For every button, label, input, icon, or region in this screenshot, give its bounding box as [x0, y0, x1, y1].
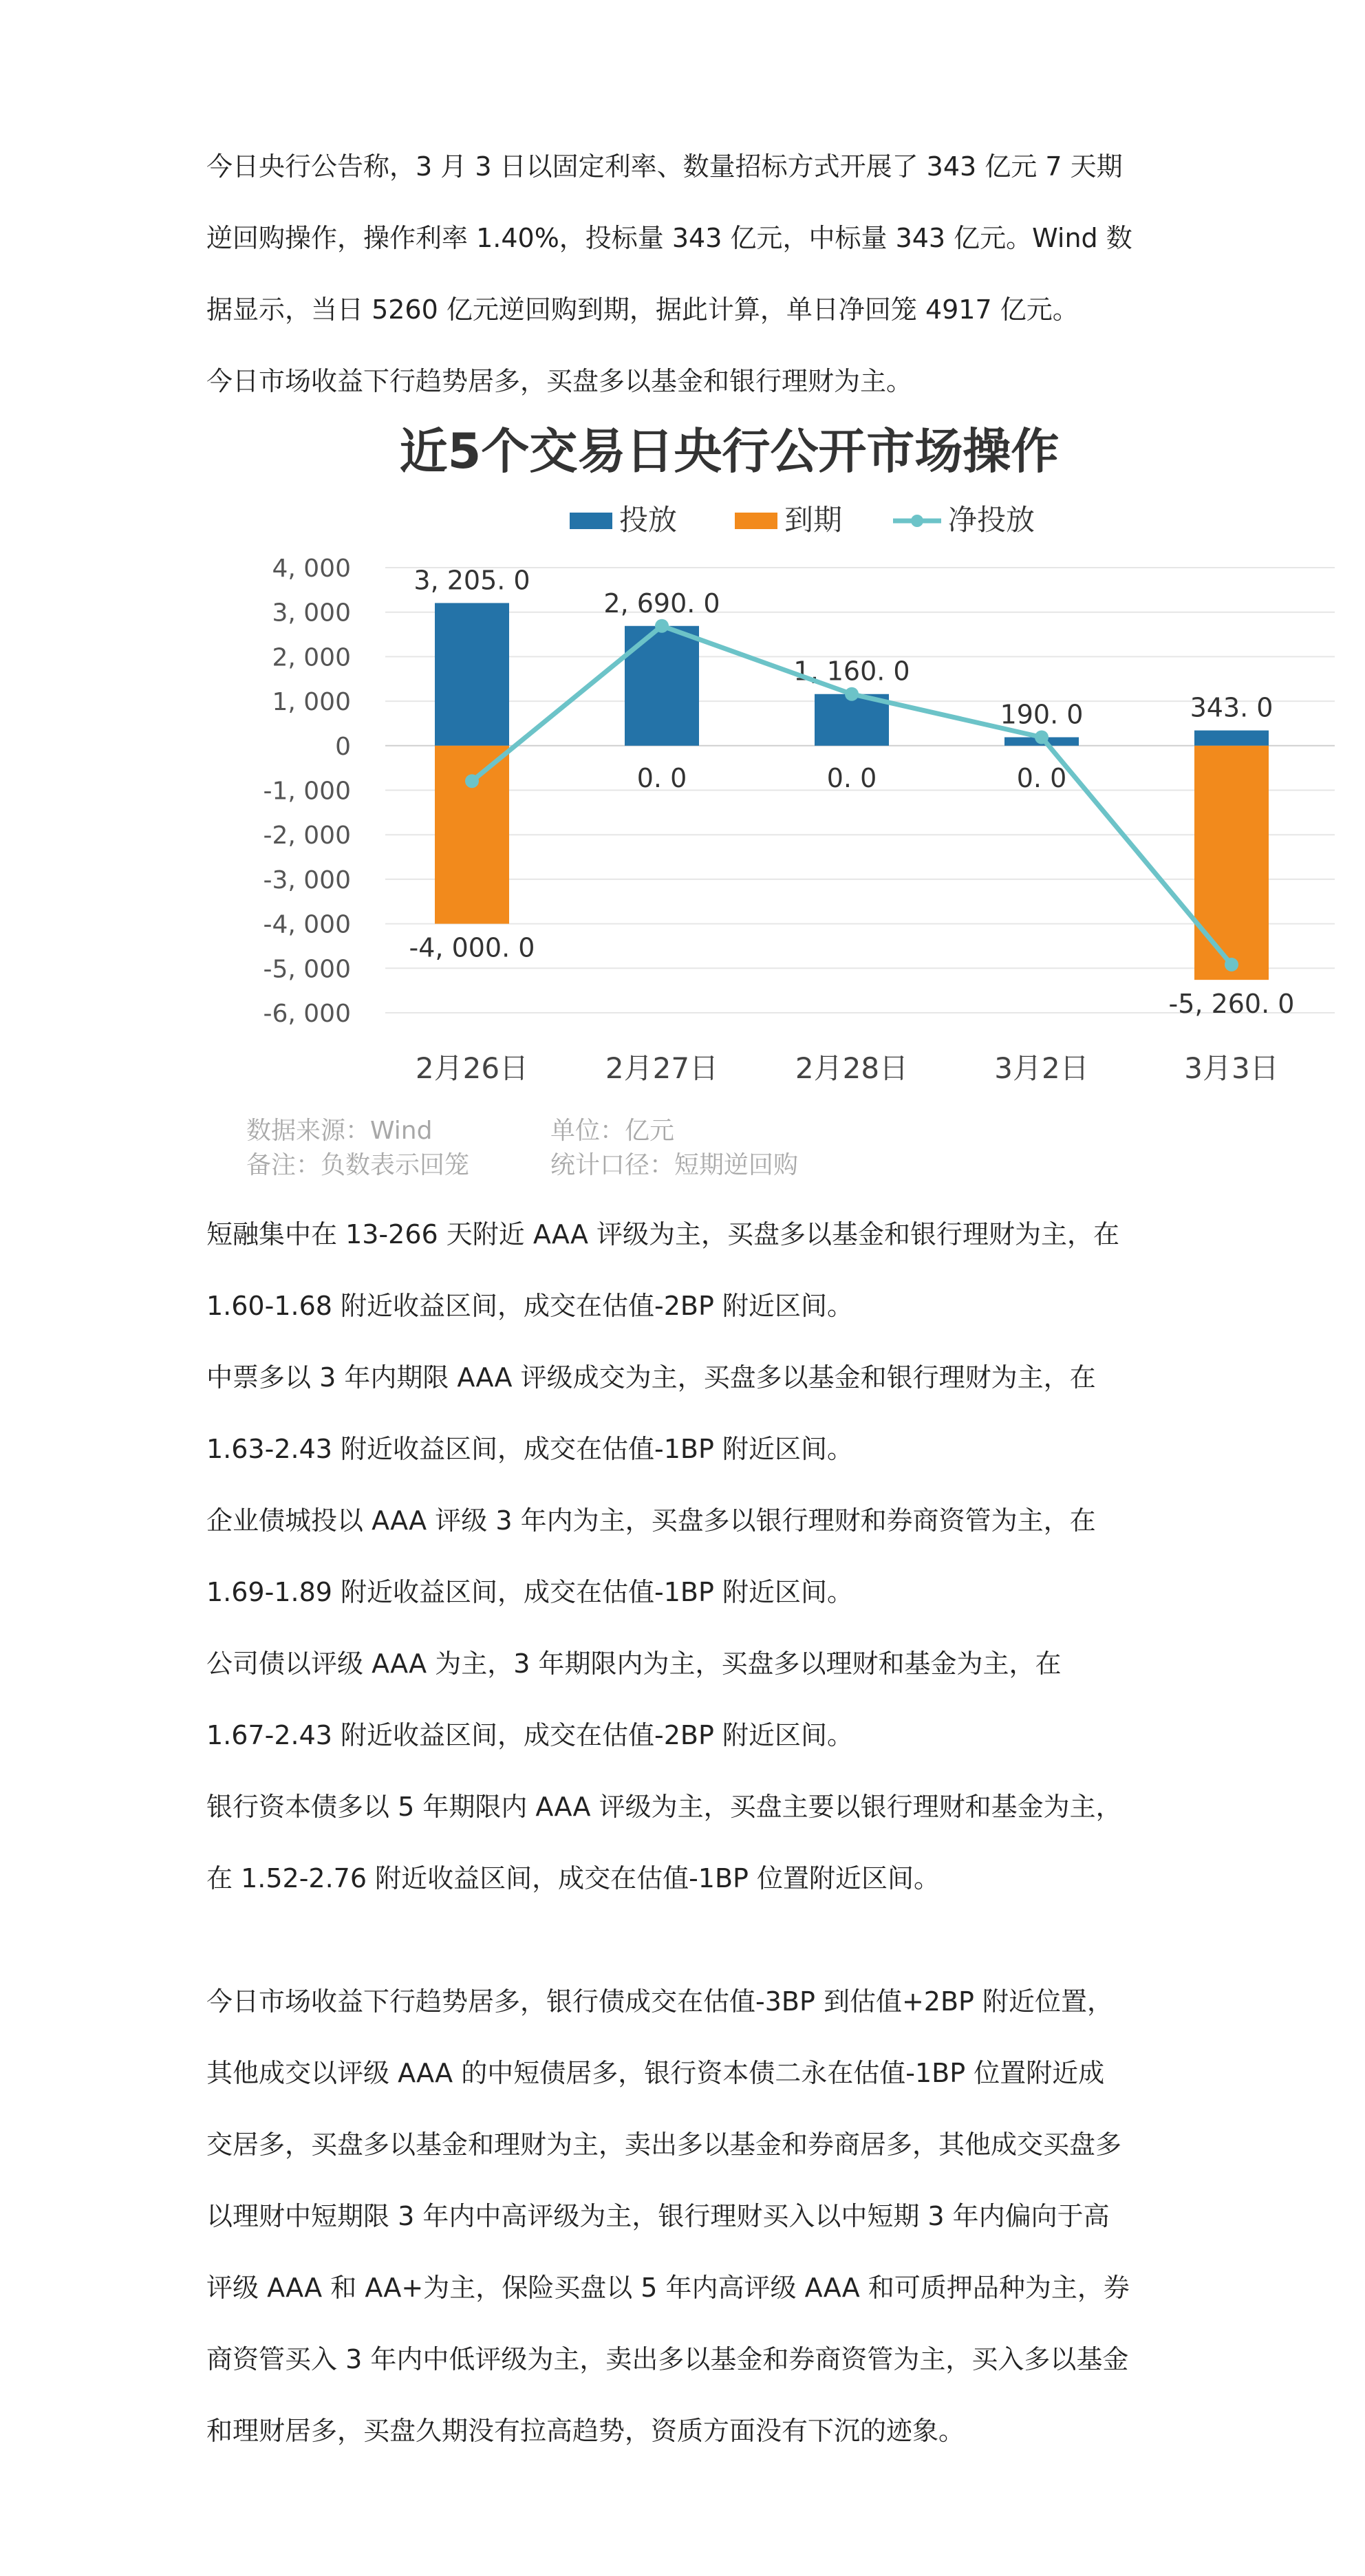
net-point: [655, 619, 669, 633]
bar-label-maturity: 0. 0: [826, 762, 877, 793]
legend-swatch-investment: [570, 513, 612, 529]
legend-label-investment: 投放: [619, 503, 678, 537]
bar-label-investment: 190. 0: [1000, 699, 1084, 730]
note-unit: 单位：亿元: [550, 1117, 675, 1145]
x-tick-label: 2月28日: [795, 1051, 909, 1085]
bottom-line: 其他成交以评级 AAA 的中短债居多，银行资本债二永在估值-1BP 位置附近成: [206, 2058, 1105, 2088]
mid-line: 银行资本债多以 5 年期限内 AAA 评级为主，买盘主要以银行理财和基金为主，: [206, 1792, 1122, 1822]
legend-label-net: 净投放: [948, 503, 1035, 537]
intro-paragraphs: [206, 131, 1176, 417]
note-source: 数据来源：Wind: [246, 1117, 433, 1145]
note-scope: 统计口径：短期逆回购: [550, 1151, 799, 1179]
x-axis: [416, 1051, 1279, 1085]
bar-investment: [1194, 731, 1269, 746]
omo-chart: [206, 409, 1348, 1190]
bar-label-investment: 1, 160. 0: [793, 656, 910, 687]
mid-line: 1.69-1.89 附近收益区间，成交在估值-1BP 附近区间。: [206, 1577, 853, 1607]
note-remark: 备注：负数表示回笼: [246, 1151, 470, 1179]
mid-line: 在 1.52-2.76 附近收益区间，成交在估值-1BP 位置附近区间。: [206, 1863, 941, 1893]
chart-notes: [246, 1117, 798, 1179]
chart-svg: [206, 409, 1348, 1190]
y-tick-label: 0: [335, 732, 351, 761]
mid-line: 公司债以评级 AAA 为主，3 年期限内为主，买盘多以理财和基金为主，在: [206, 1649, 1062, 1679]
y-tick-label: -2, 000: [263, 822, 351, 850]
bar-investment: [435, 603, 509, 745]
bar-label-maturity: 0. 0: [636, 762, 687, 793]
y-tick-label: 4, 000: [272, 555, 351, 583]
mid-line: 中票多以 3 年内期限 AAA 评级成交为主，买盘多以基金和银行理财为主，在: [206, 1362, 1096, 1393]
bar-label-investment: 2, 690. 0: [603, 588, 720, 619]
mid-line: 短融集中在 13-266 天附近 AAA 评级为主，买盘多以基金和银行理财为主，在: [206, 1219, 1120, 1249]
bar-label-maturity: -5, 260. 0: [1168, 989, 1295, 1020]
bottom-line: 商资管买入 3 年内中低评级为主，卖出多以基金和券商资管为主，买入多以基金: [206, 2344, 1129, 2374]
y-tick-label: -1, 000: [263, 777, 351, 806]
mid-line: 1.63-2.43 附近收益区间，成交在估值-1BP 附近区间。: [206, 1434, 853, 1464]
y-tick-label: 1, 000: [272, 688, 351, 717]
x-tick-label: 3月3日: [1184, 1051, 1279, 1085]
bottom-line: 评级 AAA 和 AA+为主，保险买盘以 5 年内高评级 AAA 和可质押品种为主，券: [206, 2273, 1130, 2303]
intro-line: 据显示，当日 5260 亿元逆回购到期，据此计算，单日净回笼 4917 亿元。: [206, 294, 1079, 325]
net-point: [845, 687, 859, 701]
summary-paragraph: [206, 1966, 1176, 2467]
net-point: [1035, 731, 1049, 744]
mid-line: 1.67-2.43 附近收益区间，成交在估值-2BP 附近区间。: [206, 1720, 853, 1750]
x-tick-label: 3月2日: [994, 1051, 1089, 1085]
x-tick-label: 2月27日: [605, 1051, 719, 1085]
bar-label-investment: 3, 205. 0: [413, 565, 530, 596]
net-point: [1225, 958, 1238, 972]
bottom-line: 今日市场收益下行趋势居多，银行债成交在估值-3BP 到估值+2BP 附近位置，: [206, 1986, 1114, 2017]
bar-label-maturity: 0. 0: [1016, 762, 1067, 793]
bar-data-labels: [409, 565, 1295, 1019]
mid-line: 1.60-1.68 附近收益区间，成交在估值-2BP 附近区间。: [206, 1291, 853, 1321]
intro-line: 逆回购操作，操作利率 1.40%，投标量 343 亿元，中标量 343 亿元。Wind 数: [206, 223, 1132, 253]
y-tick-label: 3, 000: [272, 599, 351, 627]
net-point: [465, 774, 479, 788]
bar-label-investment: 343. 0: [1190, 692, 1273, 723]
y-tick-label: 2, 000: [272, 643, 351, 672]
bottom-line: 和理财居多，买盘久期没有拉高趋势，资质方面没有下沉的迹象。: [206, 2416, 965, 2446]
legend-marker-net: [911, 515, 923, 527]
bar-maturity: [1194, 746, 1269, 980]
y-tick-label: -4, 000: [263, 910, 351, 939]
legend-label-maturity: 到期: [784, 503, 843, 537]
bottom-line: 以理财中短期限 3 年内中高评级为主，银行理财买入以中短期 3 年内偏向于高: [206, 2201, 1110, 2231]
y-tick-label: -3, 000: [263, 866, 351, 894]
y-tick-label: -6, 000: [263, 1000, 351, 1028]
y-axis: [264, 555, 352, 1028]
bar-label-maturity: -4, 000. 0: [409, 932, 535, 963]
intro-line: 今日央行公告称，3 月 3 日以固定利率、数量招标方式开展了 343 亿元 7 天期: [206, 151, 1123, 182]
bond-market-paragraphs: [206, 1199, 1176, 1914]
mid-line: 企业债城投以 AAA 评级 3 年内为主，买盘多以银行理财和券商资管为主，在: [206, 1505, 1096, 1536]
intro-line: 今日市场收益下行趋势居多，买盘多以基金和银行理财为主。: [206, 366, 913, 396]
chart-title: 近5个交易日央行公开市场操作: [399, 423, 1060, 480]
legend-swatch-maturity: [735, 513, 777, 529]
y-tick-label: -5, 000: [263, 955, 351, 984]
x-tick-label: 2月26日: [415, 1051, 529, 1085]
chart-legend: [570, 503, 1035, 537]
bar-investment: [625, 626, 699, 746]
bar-maturity: [435, 746, 509, 924]
bottom-line: 交居多，买盘多以基金和理财为主，卖出多以基金和券商居多，其他成交买盘多: [206, 2129, 1122, 2160]
